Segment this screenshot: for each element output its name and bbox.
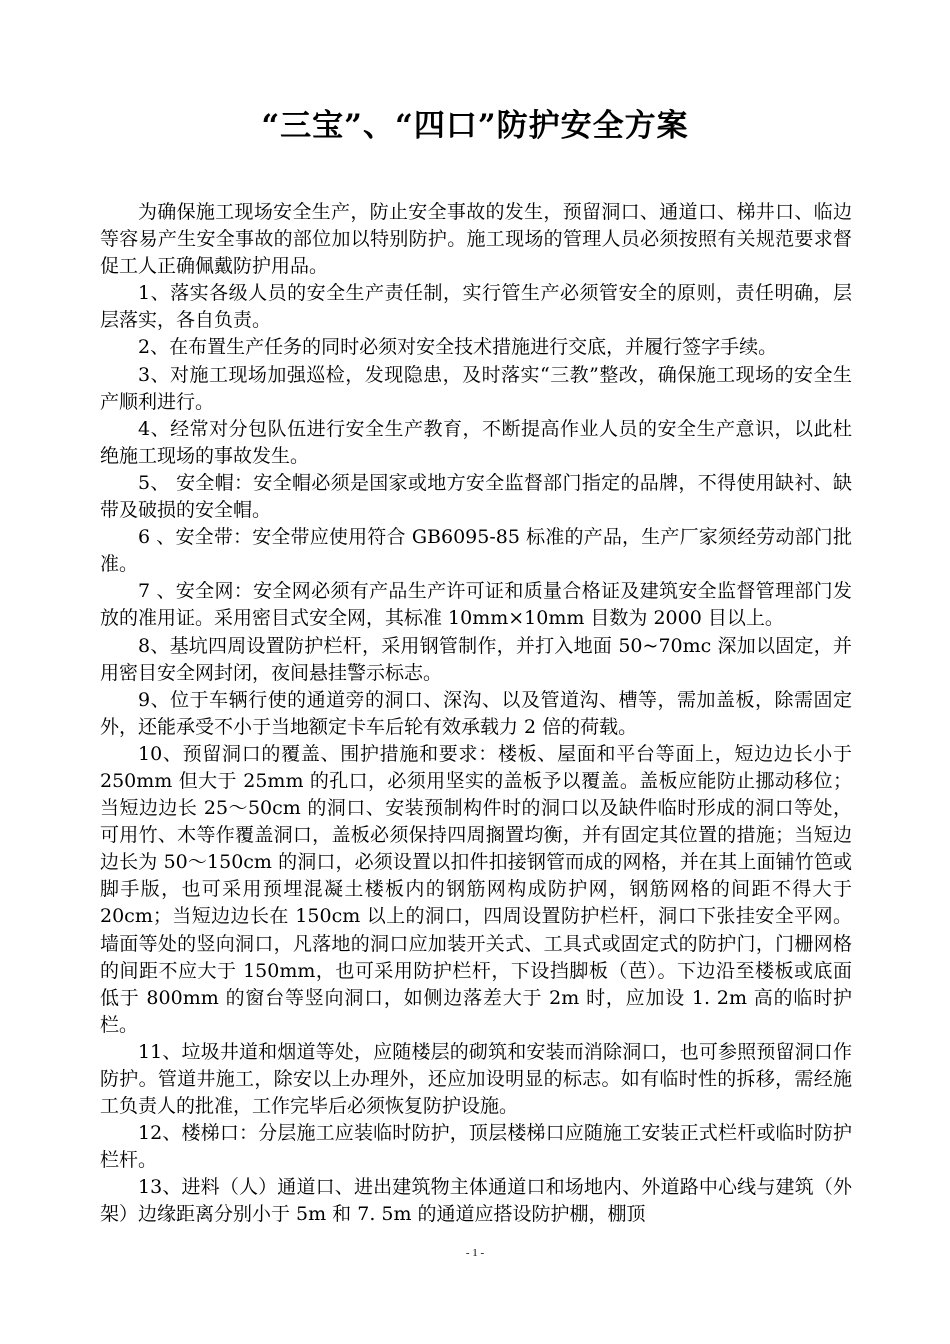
paragraph-item-13: 13、进料（人）通道口、进出建筑物主体通道口和场地内、外道路中心线与建筑（外架）边缘距离分别小于 5m 和 7. 5m 的通道应搭设防护棚，棚顶 xyxy=(100,1176,852,1226)
paragraph-item-3: 3、对施工现场加强巡检，发现隐患，及时落实“三教”整改，确保施工现场的安全生产顺利进行。 xyxy=(100,363,852,413)
paragraph-item-7: 7 、安全网：安全网必须有产品生产许可证和质量合格证及建筑安全监督管理部门发放的准用证。采用密目式安全网，其标准 10mm×10mm 目数为 2000 目以上。 xyxy=(100,580,852,630)
paragraph-item-5: 5、 安全帽：安全帽必须是国家或地方安全监督部门指定的品牌，不得使用缺衬、缺带及破损的安全帽。 xyxy=(100,471,852,522)
paragraph-item-2: 2、在布置生产任务的同时必须对安全技术措施进行交底，并履行签字手续。 xyxy=(138,336,778,359)
paragraph-item-1: 1、落实各级人员的安全生产责任制，实行管生产必须管安全的原则，责任明确，层层落实，各自负责。 xyxy=(100,282,852,332)
paragraph-item-11: 11、垃圾井道和烟道等处，应随楼层的砌筑和安装而消除洞口，也可参照预留洞口作防护。管道井施工，除安以上办理外，还应加设明显的标志。如有临时性的拆移，需经施工负责人的批准，工作完毕后必须恢复防护设施。 xyxy=(100,1040,852,1118)
paragraph-item-12: 12、楼梯口：分层施工应装临时防护，顶层楼梯口应随施工安装正式栏杆或临时防护栏杆。 xyxy=(100,1122,852,1172)
paragraph-item-6: 6 、安全带：安全带应使用符合 GB6095-85 标准的产品，生产厂家须经劳动部门批准。 xyxy=(100,526,852,576)
document-title: “三宝”、“四口”防护安全方案 xyxy=(261,108,689,144)
paragraph-item-8: 8、基坑四周设置防护栏杆，采用钢管制作，并打入地面 50~70mc 深加以固定，并用密目安全网封闭，夜间悬挂警示标志。 xyxy=(100,634,852,684)
page-number: - 1 - xyxy=(465,1247,485,1259)
paragraph-item-4: 4、经常对分包队伍进行安全生产教育，不断提高作业人员的安全生产意识，以此杜绝施工现场的事故发生。 xyxy=(100,417,852,467)
paragraph-item-9: 9、位于车辆行使的通道旁的洞口、深沟、以及管道沟、槽等，需加盖板，除需固定外，还能承受不小于当地额定卡车后轮有效承载力 2 倍的荷载。 xyxy=(100,688,852,738)
document-body xyxy=(100,199,852,1229)
paragraph-item-10: 10、预留洞口的覆盖、围护措施和要求：楼板、屋面和平台等面上，短边边长小于 250mm 但大于 25mm 的孔口，必须用坚实的盖板予以覆盖。盖板应能防止挪动移位；当短边边长 25～50cm 的洞口、安装预制构件时的洞口以及缺件临时形成的洞口等处，可用竹、木等作覆盖洞口，盖板必须保持四周搁置均衡，并有固定其位置的措施；当短边边长为 50～150cm 的洞口，必须设置以扣件扣接钢管而成的网格，并在其上面铺竹笆或脚手版，也可采用预埋混凝土楼板内的钢筋网构成防护网，钢筋网格的间距不得大于 20cm；当短边边长在 150cm 以上的洞口，四周设置防护栏杆，洞口下张挂安全平网。墙面等处的竖向洞口，凡落地的洞口应加装开关式、工具式或固定式的防护门，门栅网格的间距不应大于 150mm，也可采用防护栏杆，下设挡脚板（芭）。下边沿至楼板或底面低于 800mm 的窗台等竖向洞口，如侧边落差大于 2m 时，应加设 1. 2m 高的临时护栏。 xyxy=(100,742,852,1036)
paragraph-intro: 为确保施工现场安全生产，防止安全事故的发生，预留洞口、通道口、梯井口、临边等容易产生安全事故的部位加以特别防护。施工现场的管理人员必须按照有关规范要求督促工人正确佩戴防护用品。 xyxy=(100,201,852,278)
